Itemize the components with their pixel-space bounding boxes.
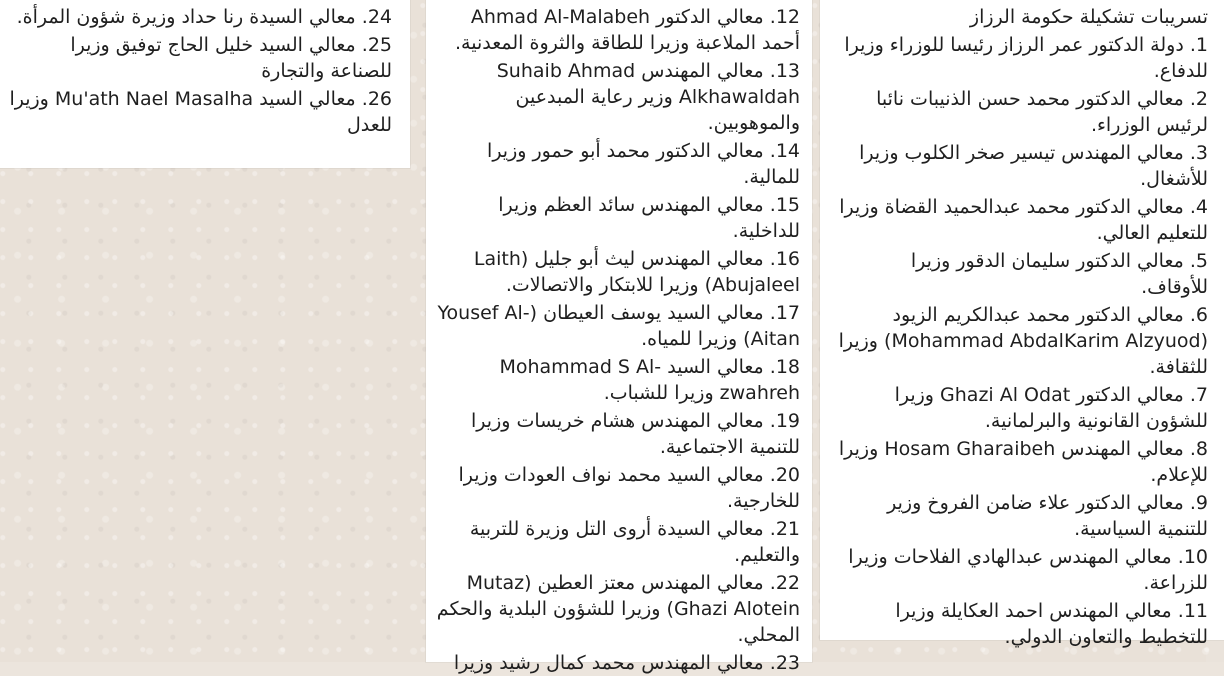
list-item-text: معالي المهندس هشام خريسات وزيرا للتنمية الاجتماعية. <box>471 410 800 458</box>
list-item-text: معالي السيدة رنا حداد وزيرة شؤون المرأة. <box>16 6 356 28</box>
list-item-content <box>436 138 800 190</box>
list-item-content <box>838 490 1208 542</box>
list-item <box>436 192 800 244</box>
list-item-text: معالي السيدة أروى التل وزيرة للتربية والتعليم. <box>469 518 800 566</box>
list-item <box>8 32 392 84</box>
list-item <box>838 86 1208 138</box>
list-item-number: 25. <box>361 34 392 56</box>
list-item-content <box>436 570 800 648</box>
list-item-number: 15. <box>769 194 800 216</box>
list-item-text: معالي المهندس محمد كمال رشيد وزيرا <box>453 652 764 674</box>
list-item-content <box>838 140 1208 192</box>
message-bubble-middle[interactable] <box>426 0 812 674</box>
list-item-number: 5. <box>1189 250 1208 272</box>
list-item-number: 20. <box>769 464 800 486</box>
list-item <box>436 570 800 648</box>
list-item-number: 8. <box>1189 438 1208 460</box>
message-bubble-right[interactable] <box>820 0 1224 648</box>
list-item <box>436 58 800 136</box>
message-middle-body <box>436 4 800 676</box>
list-item-number: 17. <box>769 302 800 324</box>
list-item-number: 2. <box>1189 88 1208 110</box>
message-right-body <box>838 4 1208 650</box>
list-item-content <box>436 192 800 244</box>
list-item-text: معالي الدكتور Ghazi Al Odat وزيرا للشؤون القانونية والبرلمانية. <box>894 384 1208 432</box>
list-item <box>8 4 392 30</box>
list-item-content <box>436 4 800 56</box>
list-item-content <box>838 598 1208 650</box>
list-item-number: 13. <box>769 60 800 82</box>
list-item-text: معالي المهندس Hosam Gharaibeh وزيرا للإعلام. <box>838 438 1208 486</box>
list-item-number: 21. <box>769 518 800 540</box>
list-item-content <box>8 4 392 30</box>
list-item-number: 10. <box>1177 546 1208 568</box>
list-item <box>436 408 800 460</box>
list-item-text: معالي الدكتور محمد عبدالكريم الزيود (Mohammad AbdalKarim Alzyuod) وزيرا للثقافة. <box>838 304 1208 378</box>
list-item-content <box>8 86 392 138</box>
list-item-text: معالي السيد Mu'ath Nael Masalha وزيرا للعدل <box>9 88 392 136</box>
list-item-number: 23. <box>769 652 800 674</box>
list-item-number: 16. <box>769 248 800 270</box>
message-left-body <box>8 4 392 138</box>
list-item-content <box>838 248 1208 300</box>
list-item-number: 24. <box>361 6 392 28</box>
list-item-number: 22. <box>769 572 800 594</box>
list-item <box>436 354 800 406</box>
list-item-text: معالي الدكتور سليمان الدقور وزيرا للأوقاف. <box>910 250 1208 298</box>
list-item-content <box>838 86 1208 138</box>
list-item-number: 1. <box>1189 34 1208 56</box>
list-item-text: معالي السيد Mohammad S Al-zwahreh وزيرا للشباب. <box>499 356 800 404</box>
list-item-text: معالي الدكتور محمد عبدالحميد القضاة وزيرا للتعليم العالي. <box>839 196 1208 244</box>
list-item <box>8 86 392 138</box>
list-item-content <box>436 354 800 406</box>
list-item <box>436 650 800 676</box>
list-item-number: 26. <box>361 88 392 110</box>
list-item-content <box>436 650 800 676</box>
list-item <box>838 248 1208 300</box>
list-item-content <box>8 32 392 84</box>
list-item-text: معالي الدكتور Ahmad Al-Malabeh أحمد الملاعبة وزيرا للطاقة والثروة المعدنية. <box>455 6 800 54</box>
list-item-number: 18. <box>769 356 800 378</box>
list-item-text: معالي المهندس احمد العكايلة وزيرا للتخطيط والتعاون الدولي. <box>895 600 1208 648</box>
list-item-number: 3. <box>1189 142 1208 164</box>
list-item <box>436 462 800 514</box>
list-item-number: 6. <box>1189 304 1208 326</box>
list-item <box>436 300 800 352</box>
list-item-content <box>436 516 800 568</box>
list-item-number: 7. <box>1189 384 1208 406</box>
list-item-content <box>838 194 1208 246</box>
list-item-number: 11. <box>1177 600 1208 622</box>
list-item-content <box>436 462 800 514</box>
list-item-text: معالي المهندس Suhaib Ahmad Alkhawaldah وزير رعاية المبدعين والموهوبين. <box>496 60 800 134</box>
list-item-text: معالي المهندس ليث أبو جليل (Laith Abujaleel) وزيرا للابتكار والاتصالات. <box>473 248 800 296</box>
list-item-content <box>436 246 800 298</box>
list-item-text: معالي الدكتور محمد أبو حمور وزيرا للمالية. <box>487 140 800 188</box>
list-item <box>436 516 800 568</box>
list-item-text: معالي السيد يوسف العيطان (Yousef Al-Aitan) وزيرا للمياه. <box>437 302 800 350</box>
list-item-number: 14. <box>769 140 800 162</box>
list-item-number: 9. <box>1189 492 1208 514</box>
list-item <box>838 32 1208 84</box>
list-item-content <box>838 302 1208 380</box>
list-item <box>838 598 1208 650</box>
list-item-text: معالي الدكتور محمد حسن الذنيبات نائبا لرئيس الوزراء. <box>876 88 1208 136</box>
message-bubble-left[interactable] <box>0 0 410 168</box>
list-item <box>838 544 1208 596</box>
list-item-text: معالي السيد خليل الحاج توفيق وزيرا للصناعة والتجارة <box>70 34 392 82</box>
list-item <box>436 138 800 190</box>
list-item-text: معالي المهندس سائد العظم وزيرا للداخلية. <box>498 194 800 242</box>
list-item-content <box>436 58 800 136</box>
list-item-content <box>838 544 1208 596</box>
list-item <box>838 140 1208 192</box>
list-item-number: 12. <box>769 6 800 28</box>
message-title: تسريبات تشكيلة حكومة الرزاز <box>969 6 1208 28</box>
list-item <box>838 194 1208 246</box>
list-item-number: 19. <box>769 410 800 432</box>
list-item-content <box>436 408 800 460</box>
list-item-text: معالي الدكتور علاء ضامن الفروخ وزير للتنمية السياسية. <box>887 492 1208 540</box>
list-item <box>838 436 1208 488</box>
list-item <box>838 382 1208 434</box>
list-item <box>436 246 800 298</box>
list-item <box>838 302 1208 380</box>
list-item <box>436 4 800 56</box>
list-item-text: معالي المهندس تيسير صخر الكلوب وزيرا للأشغال. <box>859 142 1208 190</box>
list-item-text: معالي المهندس عبدالهادي الفلاحات وزيرا للزراعة. <box>848 546 1208 594</box>
list-item <box>838 490 1208 542</box>
list-item-text: معالي المهندس معتز العطين (Mutaz Ghazi Alotein) وزيرا للشؤون البلدية والحكم المحلي. <box>436 572 800 646</box>
list-item-content <box>838 382 1208 434</box>
list-item-content <box>838 436 1208 488</box>
list-item-content <box>838 32 1208 84</box>
list-item-text: دولة الدكتور عمر الرزاز رئيسا للوزراء وزيرا للدفاع. <box>844 34 1208 82</box>
list-item-text: معالي السيد محمد نواف العودات وزيرا للخارجية. <box>458 464 800 512</box>
list-item-number: 4. <box>1189 196 1208 218</box>
list-item-content <box>436 300 800 352</box>
